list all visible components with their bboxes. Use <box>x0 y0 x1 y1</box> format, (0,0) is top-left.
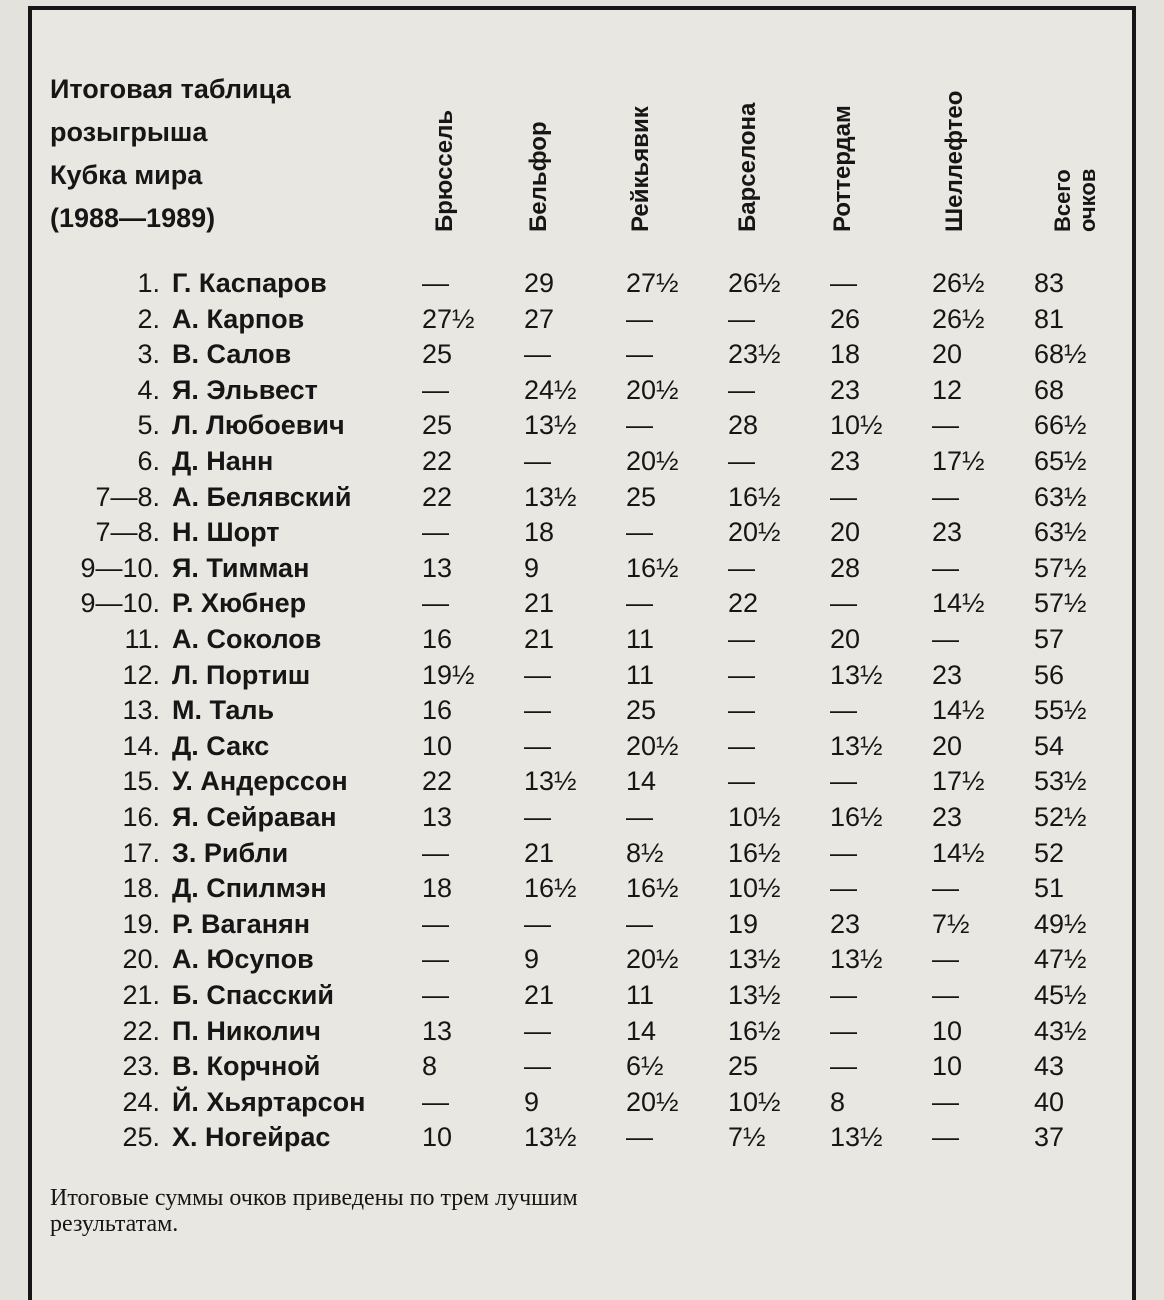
score-cell: 23½ <box>728 339 781 370</box>
total-points-cell: 49½ <box>1034 908 1087 939</box>
total-points-cell: 43½ <box>1034 1015 1087 1046</box>
table-row <box>0 871 1164 906</box>
score-cell: 8 <box>422 1051 438 1082</box>
score-cell: — <box>728 552 755 583</box>
total-points-cell: 68 <box>1034 374 1065 405</box>
score-cell: 18 <box>524 517 555 548</box>
score-cell: 20½ <box>626 1086 679 1117</box>
table-row <box>0 1014 1164 1049</box>
score-cell: 16½ <box>728 1015 781 1046</box>
score-cell: 23 <box>932 802 963 832</box>
total-points-cell: 45½ <box>1034 980 1087 1010</box>
score-cell: 16½ <box>728 837 781 868</box>
score-cell: — <box>524 802 551 832</box>
score-cell: — <box>422 837 449 868</box>
score-cell: 22 <box>728 588 759 619</box>
table-row <box>0 978 1164 1013</box>
score-cell: 9 <box>524 944 540 975</box>
table-row <box>0 1049 1164 1084</box>
score-cell: — <box>524 446 551 476</box>
score-cell: — <box>830 837 857 868</box>
total-points-cell: 68½ <box>1034 339 1087 370</box>
player-name-cell: У. Андерссон <box>172 766 348 797</box>
score-cell: 23 <box>932 517 963 548</box>
table-row <box>0 515 1164 550</box>
place-cell: 20. <box>122 944 160 975</box>
place-cell: 9—10. <box>80 588 160 619</box>
footnote: Итоговые суммы очков приведены по трем лучшим результатам. <box>50 1185 578 1237</box>
score-cell: 9 <box>524 1086 540 1117</box>
score-cell: 16½ <box>524 873 577 904</box>
score-cell: 18 <box>422 873 453 904</box>
player-name-cell: Й. Хьяртарсон <box>172 1086 366 1117</box>
score-cell: 26 <box>830 303 861 334</box>
player-name-cell: Л. Портиш <box>172 659 311 690</box>
player-name-cell: М. Таль <box>172 695 275 726</box>
score-cell: — <box>932 980 959 1010</box>
score-cell: — <box>422 944 449 975</box>
score-cell: 10 <box>932 1051 963 1082</box>
score-cell: 22 <box>422 766 453 797</box>
player-name-cell: Н. Шорт <box>172 517 280 548</box>
score-cell: 21 <box>524 837 555 868</box>
table-row <box>0 1085 1164 1120</box>
score-cell: — <box>728 766 755 797</box>
score-cell: 22 <box>422 446 453 476</box>
score-cell: 13½ <box>830 944 883 975</box>
score-cell: — <box>524 730 551 761</box>
player-name-cell: Б. Спасский <box>172 980 334 1010</box>
place-cell: 5. <box>137 410 160 441</box>
score-cell: 26½ <box>728 268 781 298</box>
score-cell: 14½ <box>932 837 985 868</box>
score-cell: 14 <box>626 766 657 797</box>
score-cell: 13½ <box>830 1122 883 1153</box>
total-points-cell: 55½ <box>1034 695 1087 726</box>
score-cell: — <box>830 1015 857 1046</box>
score-cell: — <box>830 873 857 904</box>
score-cell: 20½ <box>626 730 679 761</box>
score-cell: — <box>422 908 449 939</box>
score-cell: — <box>524 1015 551 1046</box>
score-cell: 12 <box>932 374 963 405</box>
table-row <box>0 408 1164 443</box>
place-cell: 2. <box>137 303 160 334</box>
score-cell: — <box>932 410 959 441</box>
score-cell: — <box>524 695 551 726</box>
score-cell: 21 <box>524 624 555 654</box>
score-cell: 6½ <box>626 1051 664 1082</box>
score-cell: 29 <box>524 268 555 298</box>
score-cell: 20 <box>830 517 861 548</box>
player-name-cell: З. Рибли <box>172 837 289 868</box>
table-row <box>0 658 1164 693</box>
score-cell: — <box>626 303 653 334</box>
table-row <box>0 836 1164 871</box>
place-cell: 11. <box>124 624 160 654</box>
score-cell: 26½ <box>932 303 985 334</box>
score-cell: 19½ <box>422 659 475 690</box>
score-cell: 13½ <box>830 730 883 761</box>
score-cell: 13½ <box>830 659 883 690</box>
player-name-cell: А. Соколов <box>172 624 322 654</box>
score-cell: — <box>830 588 857 619</box>
player-name-cell: А. Белявский <box>172 481 352 512</box>
score-cell: — <box>422 268 449 298</box>
score-cell: 27½ <box>422 303 475 334</box>
score-cell: 23 <box>830 374 861 405</box>
score-cell: 18 <box>830 339 861 370</box>
score-cell: — <box>626 410 653 441</box>
score-cell: 7½ <box>932 908 970 939</box>
score-cell: — <box>932 1122 959 1153</box>
score-cell: 14½ <box>932 695 985 726</box>
score-cell: 13½ <box>524 481 577 512</box>
score-cell: — <box>626 517 653 548</box>
score-cell: — <box>524 659 551 690</box>
place-cell: 13. <box>122 695 160 726</box>
score-cell: 20½ <box>626 446 679 476</box>
score-cell: — <box>932 1086 959 1117</box>
score-cell: — <box>626 908 653 939</box>
table-row <box>0 1120 1164 1155</box>
score-cell: 10 <box>422 1122 453 1153</box>
table-row <box>0 693 1164 728</box>
total-points-cell: 65½ <box>1034 446 1087 476</box>
total-points-cell: 63½ <box>1034 481 1087 512</box>
player-name-cell: Р. Хюбнер <box>172 588 307 619</box>
score-cell: — <box>830 766 857 797</box>
score-cell: — <box>728 374 755 405</box>
score-cell: — <box>422 1086 449 1117</box>
score-cell: — <box>422 374 449 405</box>
score-cell: — <box>626 588 653 619</box>
score-cell: 23 <box>830 446 861 476</box>
place-cell: 24. <box>122 1086 160 1117</box>
score-cell: — <box>728 446 755 476</box>
score-cell: 11 <box>626 659 655 690</box>
place-cell: 7—8. <box>95 517 160 548</box>
score-cell: 13½ <box>728 944 781 975</box>
score-cell: 11 <box>626 980 655 1010</box>
total-points-cell: 57½ <box>1034 588 1087 619</box>
score-cell: 16 <box>422 624 453 654</box>
score-cell: — <box>830 1051 857 1082</box>
score-cell: — <box>830 980 857 1010</box>
score-cell: 20 <box>830 624 861 654</box>
score-cell: — <box>932 624 959 654</box>
table-title: Итоговая таблица розыгрыша Кубка мира (1988—1989) <box>50 74 291 233</box>
score-cell: 20 <box>932 339 963 370</box>
score-cell: — <box>626 802 653 832</box>
score-cell: 19 <box>728 908 759 939</box>
column-header-rotterdam: Роттердам <box>829 105 856 232</box>
place-cell: 21. <box>122 980 160 1010</box>
score-cell: 10½ <box>728 802 781 832</box>
score-cell: 16½ <box>626 873 679 904</box>
player-name-cell: Я. Эльвест <box>172 374 318 405</box>
score-cell: 20½ <box>626 944 679 975</box>
total-points-cell: 53½ <box>1034 766 1087 797</box>
score-cell: 17½ <box>932 766 985 797</box>
place-cell: 22. <box>122 1015 160 1046</box>
score-cell: 10 <box>932 1015 963 1046</box>
score-cell: — <box>524 339 551 370</box>
score-cell: 20½ <box>728 517 781 548</box>
score-cell: — <box>728 730 755 761</box>
score-cell: 16 <box>422 695 453 726</box>
place-cell: 6. <box>137 446 160 476</box>
score-cell: 8½ <box>626 837 664 868</box>
score-cell: — <box>422 588 449 619</box>
player-name-cell: А. Карпов <box>172 303 305 334</box>
score-cell: — <box>728 659 755 690</box>
place-cell: 15. <box>122 766 160 797</box>
score-cell: 28 <box>830 552 861 583</box>
score-cell: 10½ <box>728 873 781 904</box>
place-cell: 1. <box>137 268 160 298</box>
table-row <box>0 302 1164 337</box>
score-cell: — <box>728 303 755 334</box>
column-header-total-points: Всего очков <box>1050 168 1100 232</box>
score-cell: 22 <box>422 481 453 512</box>
score-cell: 13 <box>422 1015 453 1046</box>
place-cell: 4. <box>137 374 160 405</box>
score-cell: — <box>830 268 857 298</box>
score-cell: 14 <box>626 1015 657 1046</box>
table-row <box>0 800 1164 835</box>
score-cell: 13½ <box>524 766 577 797</box>
table-row <box>0 337 1164 372</box>
player-name-cell: Д. Сакс <box>172 730 270 761</box>
column-header-barcelona: Барселона <box>734 102 761 232</box>
score-cell: 20 <box>932 730 963 761</box>
score-cell: 14½ <box>932 588 985 619</box>
score-cell: — <box>422 980 449 1010</box>
player-name-cell: Д. Спилмэн <box>172 873 327 904</box>
score-cell: 13½ <box>524 410 577 441</box>
total-points-cell: 43 <box>1034 1051 1065 1082</box>
score-cell: 10½ <box>830 410 883 441</box>
place-cell: 14. <box>122 730 160 761</box>
score-cell: — <box>626 339 653 370</box>
score-cell: 21 <box>524 980 555 1010</box>
player-name-cell: Г. Каспаров <box>172 268 327 298</box>
score-cell: 9 <box>524 552 540 583</box>
total-points-cell: 54 <box>1034 730 1065 761</box>
player-name-cell: Х. Ногейрас <box>172 1122 331 1153</box>
place-cell: 18. <box>122 873 160 904</box>
total-points-cell: 63½ <box>1034 517 1087 548</box>
score-cell: — <box>422 517 449 548</box>
score-cell: 11 <box>626 624 655 654</box>
column-header-skelleftea: Шеллефтео <box>941 90 968 232</box>
score-cell: — <box>932 873 959 904</box>
score-cell: 26½ <box>932 268 985 298</box>
place-cell: 25. <box>122 1122 160 1153</box>
total-points-cell: 81 <box>1034 303 1065 334</box>
table-row <box>0 551 1164 586</box>
total-points-cell: 40 <box>1034 1086 1065 1117</box>
score-cell: 25 <box>626 481 657 512</box>
place-cell: 7—8. <box>95 481 160 512</box>
total-points-cell: 66½ <box>1034 410 1087 441</box>
table-row <box>0 266 1164 301</box>
score-cell: 16½ <box>626 552 679 583</box>
player-name-cell: П. Николич <box>172 1015 321 1046</box>
score-cell: — <box>932 481 959 512</box>
score-cell: 28 <box>728 410 759 441</box>
total-points-cell: 83 <box>1034 268 1065 298</box>
player-name-cell: Д. Нанн <box>172 446 274 476</box>
score-cell: 17½ <box>932 446 985 476</box>
table-row <box>0 444 1164 479</box>
player-name-cell: В. Корчной <box>172 1051 321 1082</box>
score-cell: 25 <box>728 1051 759 1082</box>
score-cell: 16½ <box>830 802 883 832</box>
score-cell: 10½ <box>728 1086 781 1117</box>
total-points-cell: 52 <box>1034 837 1065 868</box>
score-cell: 23 <box>830 908 861 939</box>
score-cell: 13½ <box>728 980 781 1010</box>
table-row <box>0 373 1164 408</box>
score-cell: 20½ <box>626 374 679 405</box>
table-row <box>0 586 1164 621</box>
score-cell: 25 <box>422 339 453 370</box>
total-points-cell: 56 <box>1034 659 1065 690</box>
player-name-cell: Л. Любоевич <box>172 410 345 441</box>
table-row <box>0 729 1164 764</box>
player-name-cell: Я. Тимман <box>172 552 310 583</box>
column-header-belfort: Бельфор <box>525 121 552 232</box>
player-name-cell: А. Юсупов <box>172 944 314 975</box>
score-cell: — <box>830 695 857 726</box>
place-cell: 3. <box>137 339 160 370</box>
place-cell: 19. <box>122 908 160 939</box>
score-cell: 21 <box>524 588 555 619</box>
table-row <box>0 764 1164 799</box>
place-cell: 9—10. <box>80 552 160 583</box>
score-cell: 27½ <box>626 268 679 298</box>
total-points-cell: 52½ <box>1034 802 1087 832</box>
score-cell: 7½ <box>728 1122 766 1153</box>
score-cell: — <box>728 695 755 726</box>
score-cell: 8 <box>830 1086 846 1117</box>
score-cell: — <box>728 624 755 654</box>
total-points-cell: 57 <box>1034 624 1065 654</box>
score-cell: 13½ <box>524 1122 577 1153</box>
score-cell: 27 <box>524 303 555 334</box>
player-name-cell: Я. Сейраван <box>172 802 337 832</box>
score-cell: — <box>626 1122 653 1153</box>
score-cell: — <box>830 481 857 512</box>
score-cell: 23 <box>932 659 963 690</box>
score-cell: 16½ <box>728 481 781 512</box>
table-row <box>0 907 1164 942</box>
score-cell: 25 <box>422 410 453 441</box>
table-row <box>0 942 1164 977</box>
score-cell: 13 <box>422 802 453 832</box>
score-cell: — <box>932 552 959 583</box>
column-header-reykjavik: Рейкьявик <box>627 106 654 232</box>
score-cell: 24½ <box>524 374 577 405</box>
place-cell: 12. <box>122 659 160 690</box>
score-cell: 13 <box>422 552 453 583</box>
place-cell: 16. <box>122 802 160 832</box>
score-cell: 25 <box>626 695 657 726</box>
total-points-cell: 51 <box>1034 873 1065 904</box>
total-points-cell: 57½ <box>1034 552 1087 583</box>
score-cell: — <box>932 944 959 975</box>
player-name-cell: В. Салов <box>172 339 292 370</box>
score-cell: — <box>524 1051 551 1082</box>
place-cell: 23. <box>122 1051 160 1082</box>
place-cell: 17. <box>122 837 160 868</box>
score-cell: — <box>524 908 551 939</box>
total-points-cell: 37 <box>1034 1122 1065 1153</box>
table-row <box>0 622 1164 657</box>
score-cell: 10 <box>422 730 453 761</box>
total-points-cell: 47½ <box>1034 944 1087 975</box>
column-header-brussels: Брюссель <box>431 109 458 232</box>
table-row <box>0 480 1164 515</box>
player-name-cell: Р. Ваганян <box>172 908 311 939</box>
